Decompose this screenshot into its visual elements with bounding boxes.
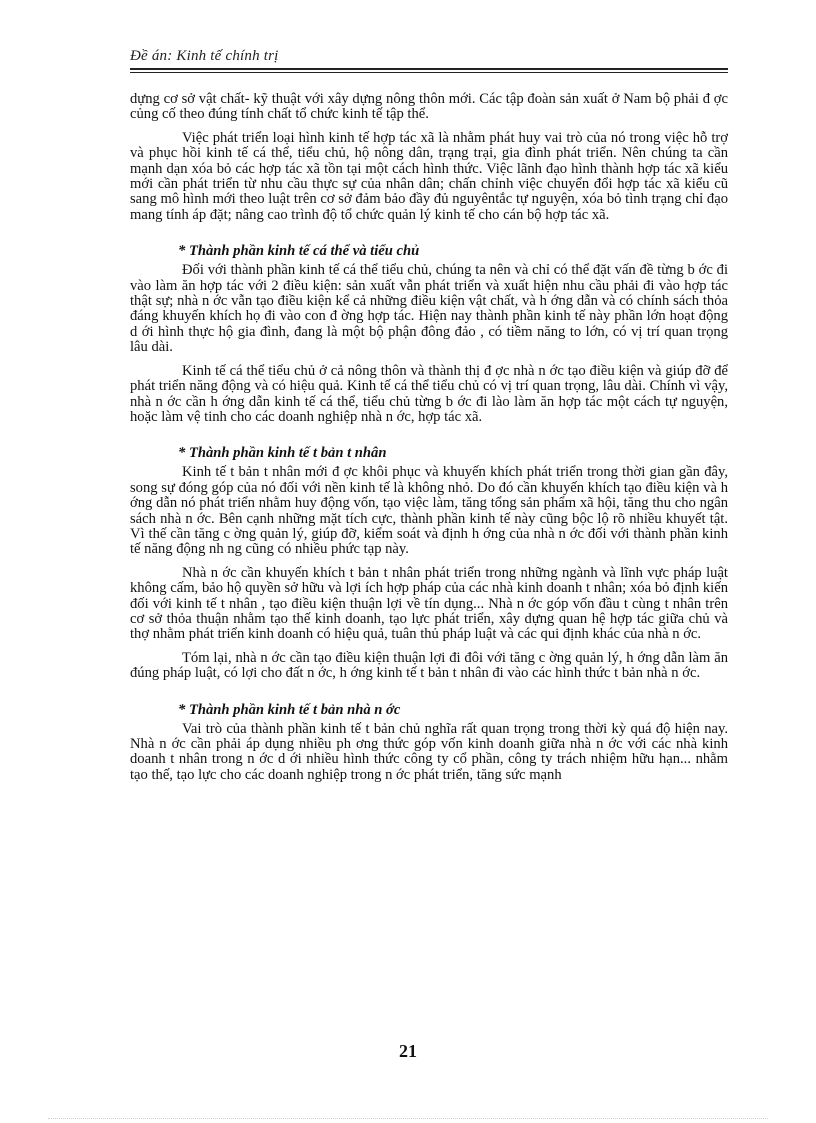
paragraph: Đối với thành phần kinh tế cá thể tiểu chủ, chúng ta nên và chỉ có thể đặt vấn đề từng b ớc đi vào làm ăn hợp tác với 2 điều kiện: sản xuất vẫn phát triển và xuất hiện nhu cầu phải đi vào hợp tác thật sự; nhà n ớc vẫn tạo điều kiện kể cả những điều kiện vật chất, và h ớng dẫn và có chính sách thỏa đáng khuyến khích họ đi vào con đ ờng hợp tác. Hiện nay thành phần kinh tế này phần lớn hoạt động d ới hình thực hộ gia đình, đang là một bộ phận đông đảo , có tiềm năng to lớn, có vị trí quan trọng lâu dài.: [130, 262, 728, 356]
section-heading: * Thành phần kinh tế t bản t nhân: [178, 445, 387, 462]
header-title: Đề án: Kinh tế chính trị: [130, 48, 279, 64]
paragraph: Tóm lại, nhà n ớc cần tạo điều kiện thuận lợi đi đôi với tăng c ờng quản lý, h ớng dẫn làm ăn đúng pháp luật, có lợi cho đất n ớc, h ớng kinh tế t bản t nhân đi vào các hình thức t bản nhà n ớc.: [130, 649, 728, 682]
paragraph: Kinh tế cá thể tiểu chủ ở cả nông thôn và thành thị đ ợc nhà n ớc tạo điều kiện và giúp đỡ để phát triển năng động và có hiệu quả. Kinh tế cá thể tiểu chủ có vị trí quan trọng, lâu dài. Chính vì vậy, nhà n ớc cần h ớng dẫn kinh tế cá thể, tiểu chủ từng b ớc đi lào làm ăn hợp tác một cách tự nguyện, hoặc làm vệ tinh cho các doanh nghiệp nhà n ớc, hợp tác xã.: [130, 362, 728, 425]
section-heading: * Thành phần kinh tế t bản nhà n ớc: [178, 701, 401, 718]
header-rule-thin: [130, 72, 728, 73]
paragraph: dựng cơ sở vật chất- kỹ thuật với xây dựng nông thôn mới. Các tập đoàn sản xuất ở Nam bộ phải đ ợc củng cố theo đúng tính chất tổ chức kinh tế tập thể.: [130, 91, 728, 123]
paragraph: Nhà n ớc cần khuyến khích t bản t nhân phát triển trong những ngành và lĩnh vực pháp luật không cấm, bảo hộ quyền sở hữu và lợi ích hợp pháp của các nhà kinh doanh t nhân; xóa bỏ định kiến đối với kinh tế t nhân , tạo điều kiện thuận lợi về tín dụng... Nhà n ớc góp vốn đầu t cùng t nhân trên cơ sở thỏa thuận nhằm tạo thế kinh doanh, tạo lực phát triển, xây dựng quan hệ hợp tác giữa chủ và thợ nhằm phát triển kinh doanh có hiệu quả, tuân thủ pháp luật và các qui định khác của nhà n ớc.: [130, 564, 728, 643]
section-heading: * Thành phần kinh tế cá thể và tiểu chủ: [178, 243, 420, 260]
footer-divider: [48, 1118, 768, 1119]
paragraph: Việc phát triển loại hình kinh tế hợp tác xã là nhằm phát huy vai trò của nó trong việc hỗ trợ và phục hồi kinh tế cá thể, tiểu chủ, hộ nông dân, trạng trại, gia đình phát triển. Nên chúng ta cần mạnh dạn xóa bỏ các hợp tác xã tồn tại một cách hình thức. Việc lãnh đạo hình thành hợp tác xã kiểu mới cần phát triển từ nhu cầu thực sự của nhân dân; chấn chỉnh việc chuyển đổi hợp tác xã kiểu cũ sang mô hình mới theo luật trên cơ sở đảm bảo đầy đủ nguyêntắc tự nguyện, xóa bỏ tình trạng chỉ đạo mang tính áp đặt; nâng cao trình độ tổ chức quản lý kinh tế cho cán bộ hợp tác xã.: [130, 129, 728, 223]
document-body: [130, 92, 728, 783]
page-number: 21: [399, 1041, 417, 1061]
header-rule: [130, 68, 728, 70]
paragraph: Kinh tế t bản t nhân mới đ ợc khôi phục và khuyến khích phát triển trong thời gian gần đây, song sự đóng góp của nó đối với nền kinh tế là không nhỏ. Do đó cần khuyến khích tạo điều kiện và h ớng dẫn nó phát triển nhằm huy động vốn, tạo việc làm, tăng tổng sản phẩm xã hội, tăng thu cho ngân sách nhà n ớc. Bên cạnh những mặt tích cực, thành phần kinh tế này cũng bộc lộ rõ nhiều khuyết tật. Vì thế cần tăng c ờng quản lý, giúp đỡ, kiểm soát và định h ớng của nhà n ớc đối với thành phần kinh tế năng động nh ng cũng có nhiều phức tạp này.: [130, 464, 728, 558]
paragraph: Vai trò của thành phần kinh tế t bản chủ nghĩa rất quan trọng trong thời kỳ quá độ hiện nay. Nhà n ớc cần phải áp dụng nhiều ph ơng thức góp vốn kinh doanh giữa nhà n ớc với các nhà kinh doanh t nhân trong n ớc d ới nhiều hình thức công ty cổ phần, công ty trách nhiệm hữu hạn... nhằm tạo thế, tạo lực cho các doanh nghiệp trong n ớc phát triển, tăng sức mạnh: [130, 720, 728, 783]
page-header: [130, 44, 728, 70]
